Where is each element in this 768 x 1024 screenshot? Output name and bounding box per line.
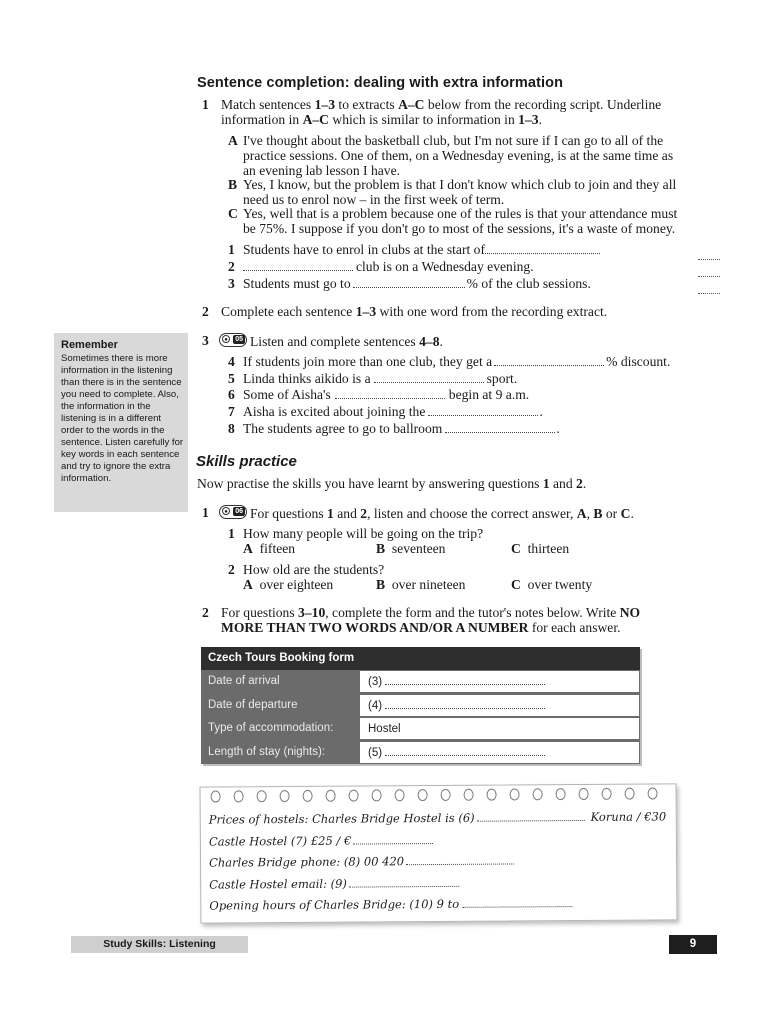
answer-blank[interactable] [374,371,484,383]
exercise-number: 1 [202,505,209,520]
skills-heading: Skills practice [196,453,297,470]
answer-blank[interactable] [462,897,572,908]
booking-form-title: Czech Tours Booking form [201,647,640,670]
sentence-6: 6 Some of Aisha's begin at 9 a.m. [228,387,530,402]
sentence-1: 1 Students have to enrol in clubs at the start of [228,242,600,257]
sentence-4: 4 If students join more than one club, they get a % discount. [228,354,671,369]
sentence-7: 7 Aisha is excited about joining the . [228,404,543,419]
audio-cd-icon[interactable]: ● 05 [219,333,247,347]
booking-form [201,647,640,764]
option-c[interactable]: C over twenty [511,577,593,592]
sentence-5: 5 Linda thinks aikido is a sport. [228,371,518,386]
exercise-instruction-line2: MORE THAN TWO WORDS AND/OR A NUMBER for each answer. [221,620,621,635]
answer-blank[interactable] [494,354,604,366]
answer-blank[interactable] [445,421,555,433]
exercise-instruction: Match sentences 1–3 to extracts A–C below from the recording script. Underline [221,97,662,112]
exercise-number: 2 [202,605,209,620]
answer-blank[interactable] [428,404,538,416]
sentence-2: 2 club is on a Wednesday evening. [228,259,534,274]
exercise-number: 2 [202,304,209,319]
remember-title: Remember [61,339,118,351]
exercise-number: 3 [202,333,209,348]
option-b[interactable]: B over nineteen [376,577,466,592]
option-a[interactable]: A fifteen [243,541,296,556]
section-heading: Sentence completion: dealing with extra information [197,75,564,91]
form-field-departure[interactable]: (4) [360,695,639,716]
notepad-spiral-icon [201,787,676,804]
match-answer-blank-3[interactable] [698,281,720,299]
answer-blank[interactable] [477,811,585,822]
extract-a: A I've thought about the basketball club, but I'm not sure if I can go to all of the practice sessions. One of them, on a Wednesday evening, is at the same time as an evening lab lesson I have. [228,133,674,178]
exercise-instruction: ● 06 For questions 1 and 2, listen and choose the correct answer, A, B or C. [219,505,634,521]
note-line-8: Charles Bridge phone: (8) 00 420 [209,853,514,869]
answer-blank[interactable] [406,854,514,865]
remember-body: Sometimes there is more information in the listening than there is in the sentence you need to complete. Also, the information in the listening is in a different order to the words in the sentence. Listen carefully for key words in each sentence and try to ignore the extra information. [61,353,184,484]
option-c[interactable]: C thirteen [511,541,570,556]
page-number: 9 [669,935,717,954]
remember-tip-box [54,333,188,512]
footer-section-label: Study Skills: Listening [71,936,248,953]
note-line-10: Opening hours of Charles Bridge: (10) 9 to [209,896,572,913]
skills-intro: Now practise the skills you have learnt by answering questions 1 and 2. [197,476,587,491]
form-row-accommodation: Type of accommodation: Hostel [201,717,640,740]
option-a[interactable]: A over eighteen [243,577,334,592]
answer-blank[interactable] [335,387,445,399]
form-field-length[interactable]: (5) [360,742,639,763]
audio-cd-icon[interactable]: ● 06 [219,505,247,519]
tutor-notes [200,783,678,923]
answer-blank[interactable] [353,276,465,288]
form-row-departure: Date of departure (4) [201,694,640,717]
note-line-7: Castle Hostel (7) £25 / € [209,833,433,849]
exercise-instruction: ● 05 Listen and complete sentences 4–8. [219,333,443,349]
match-answer-blank-2[interactable] [698,264,720,282]
match-answer-blank-1[interactable] [698,247,720,265]
question-1: 1 How many people will be going on the trip? [228,526,484,541]
answer-blank[interactable] [485,242,600,254]
form-field-accommodation: Hostel [360,718,639,739]
question-2: 2 How old are the students? [228,562,385,577]
answer-blank[interactable] [353,834,433,845]
option-b[interactable]: B seventeen [376,541,446,556]
form-field-arrival[interactable]: (3) [360,671,639,692]
sentence-8: 8 The students agree to go to ballroom . [228,421,560,436]
exercise-instruction-line2: information in A–C which is similar to information in 1–3. [221,112,542,127]
extract-c: C Yes, well that is a problem because one of the rules is that your attendance must be 75%. I suppose if you don't go to most of the sessions, it's a waste of money. [228,206,678,236]
answer-blank[interactable] [243,259,353,271]
form-row-arrival: Date of arrival (3) [201,670,640,693]
answer-blank[interactable] [349,877,459,888]
exercise-instruction: For questions 3–10, complete the form and the tutor's notes below. Write NO [221,605,641,620]
extract-b: B Yes, I know, but the problem is that I don't know which club to join and they all need us to enrol now – in the first week of term. [228,177,677,207]
exercise-instruction: Complete each sentence 1–3 with one word from the recording extract. [221,304,608,319]
note-line-9: Castle Hostel email: (9) [209,876,459,892]
exercise-number: 1 [202,97,209,112]
form-row-length: Length of stay (nights): (5) [201,741,640,764]
sentence-3: 3 Students must go to % of the club sessions. [228,276,591,291]
note-line-6: Prices of hostels: Charles Bridge Hostel is (6) Koruna / €30 [208,809,667,827]
